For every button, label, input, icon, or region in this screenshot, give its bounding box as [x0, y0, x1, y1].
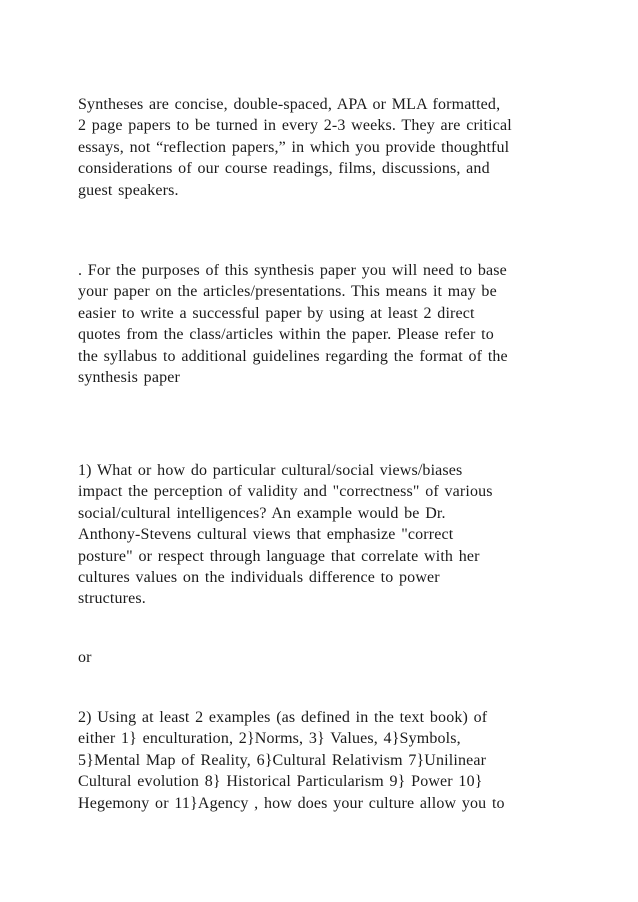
text-line: synthesis paper: [78, 369, 180, 387]
paragraph-or-separator: [78, 647, 578, 668]
text-line: essays, not “reflection papers,” in which you provide thoughtful: [78, 138, 510, 156]
text-line: structures.: [78, 590, 146, 608]
paragraph-question-1: [78, 460, 578, 610]
text-line: or: [78, 649, 92, 666]
text-line: considerations of our course readings, films, discussions, and: [78, 160, 490, 178]
text-line: 5}Mental Map of Reality, 6}Cultural Relativism 7}Unilinear: [78, 751, 487, 769]
text-line: Cultural evolution 8} Historical Particularism 9} Power 10}: [78, 773, 483, 791]
text-line: your paper on the articles/presentations. This means it may be: [78, 283, 497, 301]
text-line: Syntheses are concise, double-spaced, APA or MLA formatted,: [78, 96, 501, 113]
text-line: Anthony-Stevens cultural views that emphasize "correct: [78, 526, 454, 544]
text-line: either 1} enculturation, 2}Norms, 3} Values, 4}Symbols,: [78, 730, 461, 748]
text-line: 2 page papers to be turned in every 2-3 weeks. They are critical: [78, 117, 512, 135]
text-line: Hegemony or 11}Agency , how does your culture allow you to: [78, 794, 505, 812]
text-line: . For the purposes of this synthesis paper you will need to base: [78, 262, 507, 279]
text-line: social/cultural intelligences? An example would be Dr.: [78, 504, 446, 522]
text-line: the syllabus to additional guidelines regarding the format of the: [78, 347, 508, 365]
text-line: posture" or respect through language that correlate with her: [78, 547, 480, 565]
text-line: impact the perception of validity and "correctness" of various: [78, 483, 493, 501]
text-line: quotes from the class/articles within the paper. Please refer to: [78, 326, 494, 344]
paragraph-syntheses-description: [78, 94, 578, 201]
paragraph-question-2: [78, 707, 578, 814]
text-line: guest speakers.: [78, 181, 179, 199]
text-line: 1) What or how do particular cultural/social views/biases: [78, 462, 463, 479]
text-line: 2) Using at least 2 examples (as defined in the text book) of: [78, 709, 488, 726]
text-line: cultures values on the individuals difference to power: [78, 569, 440, 587]
text-line: easier to write a successful paper by using at least 2 direct: [78, 304, 475, 322]
paragraph-synthesis-purpose: [78, 260, 578, 388]
